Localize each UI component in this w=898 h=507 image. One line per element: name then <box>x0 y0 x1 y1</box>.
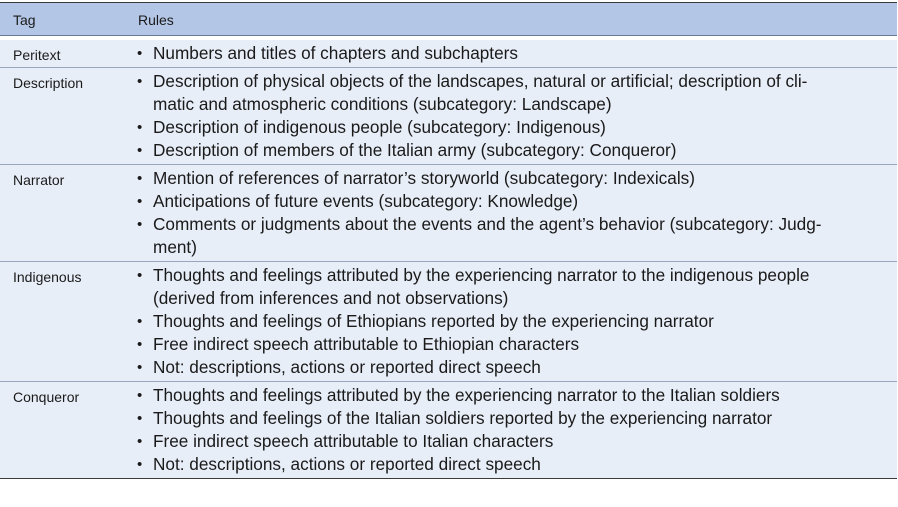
rule-text: Thoughts and feelings attributed by the experiencing narrator to the indigenous people (derived from inferences and not observations) <box>153 265 810 308</box>
row-tag: Narrator <box>13 172 65 188</box>
rule-item <box>137 333 887 356</box>
table-row <box>0 165 897 262</box>
rule-text: Not: descriptions, actions or reported direct speech <box>153 454 541 474</box>
bullet-icon: • <box>137 313 143 330</box>
bullet-icon: • <box>137 216 143 233</box>
rules-list <box>137 40 897 67</box>
rule-text: Thoughts and feelings attributed by the experiencing narrator to the Italian soldiers <box>153 385 780 405</box>
bullet-icon: • <box>137 336 143 353</box>
row-tag: Peritext <box>13 47 61 63</box>
rule-text: Numbers and titles of chapters and subchapters <box>153 43 518 63</box>
tag-column-header: Tag <box>13 12 36 28</box>
rule-item <box>137 384 887 407</box>
bullet-icon: • <box>137 73 143 90</box>
rule-text: Free indirect speech attributable to Ethiopian characters <box>153 334 580 354</box>
rule-text: Mention of references of narrator’s storyworld (subcategory: Indexicals) <box>153 168 695 188</box>
bullet-icon: • <box>137 142 143 159</box>
rule-text: Thoughts and feelings of the Italian soldiers reported by the experiencing narrator <box>153 408 773 428</box>
rule-item <box>137 356 887 379</box>
bullet-icon: • <box>137 170 143 187</box>
rule-item <box>137 116 887 139</box>
bullet-icon: • <box>137 193 143 210</box>
bullet-icon: • <box>137 359 143 376</box>
rule-text: Not: descriptions, actions or reported direct speech <box>153 357 541 377</box>
rules-table <box>0 2 897 479</box>
rules-list <box>137 262 897 381</box>
rule-text: Thoughts and feelings of Ethiopians reported by the experiencing narrator <box>153 311 714 331</box>
rule-text: Free indirect speech attributable to Italian characters <box>153 431 554 451</box>
rule-item <box>137 42 887 65</box>
rule-item <box>137 264 887 310</box>
row-tag: Description <box>13 75 84 91</box>
row-tag: Indigenous <box>13 269 82 285</box>
rule-text: Description of indigenous people (subcategory: Indigenous) <box>153 117 606 137</box>
rules-column-header: Rules <box>138 12 174 28</box>
rule-item <box>137 167 887 190</box>
rule-item <box>137 139 887 162</box>
table-header <box>0 3 897 36</box>
table-row <box>0 40 897 68</box>
table-row <box>0 382 897 478</box>
rule-item <box>137 407 887 430</box>
table-row <box>0 262 897 382</box>
rule-text: Description of physical objects of the landscapes, natural or artificial; description of cli- matic and atmospheric conditions (subcategory: Landscape) <box>153 71 808 114</box>
bullet-icon: • <box>137 387 143 404</box>
rules-list <box>137 165 897 261</box>
rule-item <box>137 190 887 213</box>
rules-list <box>137 382 897 478</box>
rule-text: Comments or judgments about the events and the agent’s behavior (subcategory: Judg- ment) <box>153 214 822 257</box>
rule-item <box>137 213 887 259</box>
rule-item <box>137 453 887 476</box>
row-tag: Conqueror <box>13 389 80 405</box>
bullet-icon: • <box>137 410 143 427</box>
rules-list <box>137 68 897 164</box>
bullet-icon: • <box>137 456 143 473</box>
rule-text: Anticipations of future events (subcategory: Knowledge) <box>153 191 579 211</box>
table-row <box>0 68 897 165</box>
rule-item <box>137 430 887 453</box>
rule-item <box>137 70 887 116</box>
rule-text: Description of members of the Italian army (subcategory: Conqueror) <box>153 140 677 160</box>
bullet-icon: • <box>137 267 143 284</box>
bullet-icon: • <box>137 433 143 450</box>
bullet-icon: • <box>137 45 143 62</box>
table-body <box>0 40 897 478</box>
bullet-icon: • <box>137 119 143 136</box>
rule-item <box>137 310 887 333</box>
